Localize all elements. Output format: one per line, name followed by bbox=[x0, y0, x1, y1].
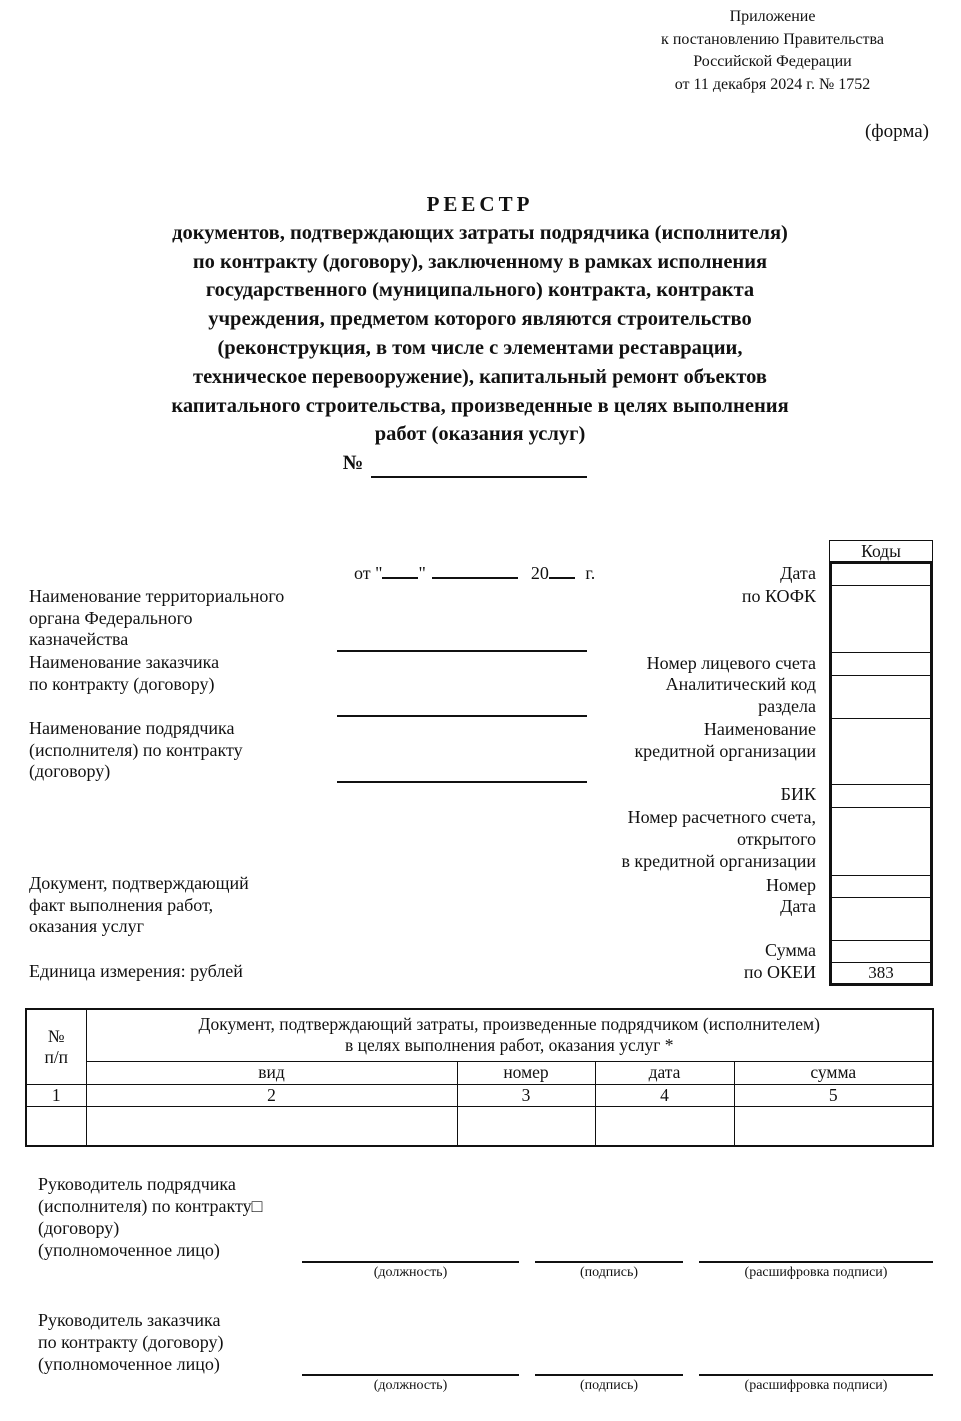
col-header-number bbox=[26, 1009, 86, 1084]
code-label-sum: Сумма bbox=[765, 940, 816, 960]
col-header-date: дата bbox=[595, 1061, 734, 1084]
contractor-field[interactable] bbox=[337, 781, 587, 783]
title-line: учреждения, предметом которого являются строительство bbox=[208, 308, 752, 331]
label-line: факт выполнения работ, bbox=[29, 894, 214, 915]
code-label-okei: по ОКЕИ bbox=[743, 962, 816, 982]
approval-line: Приложение bbox=[729, 8, 816, 25]
label-line: (договору) bbox=[38, 1218, 120, 1238]
code-label-settlement-account bbox=[621, 806, 816, 872]
contractor-head-label bbox=[38, 1173, 263, 1261]
customer-head-label bbox=[38, 1309, 224, 1375]
code-personal-account-cell[interactable] bbox=[832, 652, 930, 675]
caption-signature-name: (расшифровка подписи) bbox=[744, 1378, 888, 1393]
customer-label bbox=[29, 652, 219, 695]
day-field[interactable] bbox=[382, 561, 418, 579]
date-suffix: г. bbox=[585, 563, 596, 583]
approval-line: Российской Федерации bbox=[693, 53, 852, 71]
label-line: Руководитель подрядчика bbox=[38, 1174, 236, 1194]
caption-signature: (подпись) bbox=[579, 1378, 639, 1393]
label-line: Аналитический код bbox=[665, 674, 816, 694]
label-line: Наименование подрядчика bbox=[29, 718, 235, 738]
month-field[interactable] bbox=[432, 561, 518, 579]
customer-position-field[interactable] bbox=[302, 1374, 519, 1376]
label-line: открытого bbox=[736, 829, 816, 849]
col-number-5: 5 bbox=[734, 1084, 933, 1106]
year-field[interactable] bbox=[549, 561, 575, 579]
contractor-label bbox=[29, 718, 243, 783]
group-header bbox=[86, 1009, 933, 1061]
contractor-position-field[interactable] bbox=[302, 1261, 519, 1263]
title-line: государственного (муниципального) контракта, контракта bbox=[205, 279, 755, 302]
approval-line: к постановлению Правительства bbox=[661, 30, 884, 48]
codes-box bbox=[829, 540, 933, 986]
registry-number-field[interactable] bbox=[371, 456, 587, 478]
label-line: по контракту (договору) bbox=[38, 1332, 224, 1352]
label-line: по контракту (договору) bbox=[29, 673, 215, 694]
col-header-type: вид bbox=[86, 1061, 457, 1084]
title-line: техническое перевооружение), капитальный ремонт объектов bbox=[193, 365, 767, 388]
codes-body bbox=[829, 561, 933, 986]
title-line: (реконструкция, в том числе с элементами реставрации, bbox=[217, 336, 743, 359]
label-line: Документ, подтверждающий bbox=[29, 873, 249, 893]
cell-type[interactable] bbox=[86, 1106, 457, 1146]
contractor-signature-field[interactable] bbox=[535, 1261, 683, 1263]
col-header-sum: сумма bbox=[734, 1061, 933, 1084]
caption-signature: (подпись) bbox=[579, 1265, 639, 1280]
col-number-3: 3 bbox=[457, 1084, 595, 1106]
code-date-cell[interactable] bbox=[832, 564, 930, 585]
title-line: работ (оказания услуг) bbox=[374, 423, 586, 446]
date-prefix: от " bbox=[354, 563, 383, 583]
header-line: в целях выполнения работ, оказания услуг * bbox=[344, 1035, 674, 1056]
label-line: оказания услуг bbox=[29, 916, 144, 936]
documents-table bbox=[25, 1008, 934, 1147]
year-prefix: 20 bbox=[530, 563, 549, 583]
caption-signature-name: (расшифровка подписи) bbox=[744, 1265, 888, 1280]
unit-label: Единица измерения: рублей bbox=[29, 961, 243, 981]
caption-position: (должность) bbox=[373, 1378, 448, 1393]
title-heading: РЕЕСТР bbox=[426, 192, 534, 216]
label-line: (договору) bbox=[29, 761, 111, 781]
customer-signature-name-field[interactable] bbox=[699, 1374, 933, 1376]
cell-date[interactable] bbox=[595, 1106, 734, 1146]
label-line: в кредитной организации bbox=[621, 851, 816, 871]
header-line: п/п bbox=[44, 1046, 69, 1067]
code-analytic-cell[interactable] bbox=[832, 675, 930, 718]
document-title bbox=[100, 190, 860, 478]
label-line: казначейства bbox=[29, 629, 129, 649]
code-label-bik: БИК bbox=[780, 784, 816, 804]
label-line: Номер расчетного счета, bbox=[627, 807, 816, 827]
date-line bbox=[354, 561, 595, 584]
contractor-signature-name-field[interactable] bbox=[699, 1261, 933, 1263]
approval-block bbox=[600, 6, 945, 96]
label-line: кредитной организации bbox=[634, 741, 816, 761]
code-okei-cell[interactable]: 383 bbox=[832, 962, 930, 983]
code-credit-org-cell[interactable] bbox=[832, 718, 930, 784]
code-doc-date-cell[interactable] bbox=[832, 897, 930, 940]
label-line: (уполномоченное лицо) bbox=[38, 1240, 220, 1260]
header-line: № bbox=[47, 1025, 65, 1046]
label-line: Наименование территориального bbox=[29, 586, 285, 606]
cell-number[interactable] bbox=[26, 1106, 86, 1146]
approval-line: от 11 декабря 2024 г. № 1752 bbox=[674, 75, 871, 93]
code-settlement-account-cell[interactable] bbox=[832, 807, 930, 875]
date-quote-close: " bbox=[418, 563, 426, 583]
table-row bbox=[26, 1106, 933, 1146]
col-number-2: 2 bbox=[86, 1084, 457, 1106]
code-label-analytic-code bbox=[666, 673, 816, 717]
treasury-field[interactable] bbox=[337, 650, 587, 652]
label-line: раздела bbox=[758, 696, 816, 716]
code-kofk-cell[interactable] bbox=[832, 585, 930, 652]
label-line: Наименование заказчика bbox=[29, 652, 220, 672]
work-document-label bbox=[29, 873, 249, 938]
title-line: документов, подтверждающих затраты подрядчика (исполнителя) bbox=[172, 221, 788, 244]
codes-header: Коды bbox=[829, 540, 933, 561]
form-mark: (форма) bbox=[864, 121, 929, 142]
label-line: Наименование bbox=[703, 719, 816, 739]
cell-doc-number[interactable] bbox=[457, 1106, 595, 1146]
cell-sum[interactable] bbox=[734, 1106, 933, 1146]
label-line: (исполнителя) по контракту□ bbox=[38, 1196, 263, 1216]
number-label: № bbox=[342, 452, 364, 475]
col-number-1: 1 bbox=[26, 1084, 86, 1106]
caption-position: (должность) bbox=[373, 1265, 448, 1280]
code-label-kofk: по КОФК bbox=[741, 586, 816, 606]
code-doc-number-cell[interactable] bbox=[832, 875, 930, 897]
label-line: Руководитель заказчика bbox=[38, 1310, 221, 1330]
code-label-personal-account: Номер лицевого счета bbox=[646, 653, 816, 673]
header-line: Документ, подтверждающий затраты, произведенные подрядчиком (исполнителем) bbox=[198, 1014, 820, 1035]
code-label-date: Дата bbox=[780, 563, 816, 583]
code-label-credit-org bbox=[634, 718, 816, 762]
label-line: органа Федерального bbox=[29, 607, 193, 628]
treasury-label bbox=[29, 586, 284, 651]
label-line: (уполномоченное лицо) bbox=[38, 1354, 220, 1374]
code-label-doc-number: Номер bbox=[765, 875, 816, 895]
code-sum-cell[interactable] bbox=[832, 940, 930, 962]
title-line: по контракту (договору), заключенному в рамках исполнения bbox=[192, 250, 768, 273]
customer-signature-field[interactable] bbox=[535, 1374, 683, 1376]
col-number-4: 4 bbox=[595, 1084, 734, 1106]
title-line: капитального строительства, произведенные в целях выполнения bbox=[171, 394, 789, 417]
code-bik-cell[interactable] bbox=[832, 784, 930, 807]
customer-field[interactable] bbox=[337, 715, 587, 717]
label-line: (исполнителя) по контракту bbox=[29, 739, 243, 760]
code-label-doc-date: Дата bbox=[780, 896, 816, 916]
col-header-doc-number: номер bbox=[457, 1061, 595, 1084]
